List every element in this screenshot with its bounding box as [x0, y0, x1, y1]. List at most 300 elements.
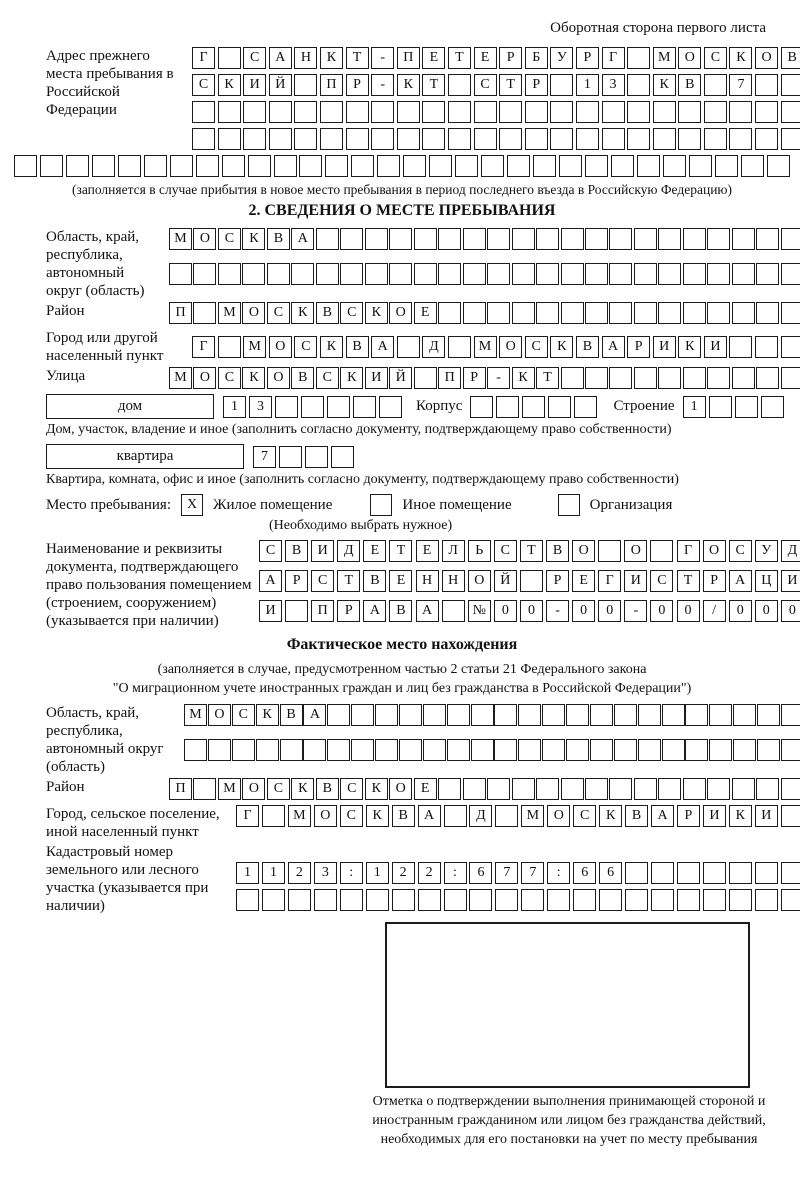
char-cell	[561, 367, 584, 389]
char-cell	[218, 47, 241, 69]
city-label: Город или другой населенный пункт	[46, 330, 164, 364]
char-cell: Т	[389, 540, 412, 562]
page-side-note: Оборотная сторона первого листа	[550, 20, 766, 36]
char-row	[470, 396, 597, 418]
char-row	[259, 600, 800, 622]
char-cell: У	[755, 540, 778, 562]
char-cell: К	[653, 74, 676, 96]
char-cell: С	[259, 540, 282, 562]
char-cell: №	[468, 600, 491, 622]
char-cell	[218, 263, 241, 285]
char-cell: А	[291, 228, 314, 250]
char-cell: М	[288, 805, 311, 827]
char-cell: К	[678, 336, 701, 358]
char-cell: С	[232, 704, 255, 726]
char-cell	[521, 889, 544, 911]
char-cell: О	[208, 704, 231, 726]
char-cell	[781, 101, 800, 123]
char-cell	[447, 704, 470, 726]
char-cell	[294, 74, 317, 96]
char-cell: М	[474, 336, 497, 358]
char-cell: 3	[249, 396, 272, 418]
char-cell: О	[468, 570, 491, 592]
char-cell	[371, 128, 394, 150]
char-cell	[294, 101, 317, 123]
char-cell	[732, 302, 755, 324]
char-cell	[627, 101, 650, 123]
char-cell	[683, 263, 706, 285]
char-cell	[637, 155, 660, 177]
stay-type-row	[46, 494, 790, 516]
char-cell	[729, 101, 752, 123]
char-cell	[715, 155, 738, 177]
char-cell: Р	[576, 47, 599, 69]
apartment-box-label: квартира	[46, 444, 244, 469]
char-cell	[192, 101, 215, 123]
char-cell: Г	[192, 336, 215, 358]
char-cell: Р	[703, 570, 726, 592]
char-cell: 7	[521, 862, 544, 884]
char-cell	[704, 128, 727, 150]
char-cell	[585, 155, 608, 177]
checkbox-organization	[558, 494, 580, 516]
char-cell	[316, 228, 339, 250]
char-cell	[634, 228, 657, 250]
char-cell	[494, 739, 517, 761]
char-cell	[781, 302, 800, 324]
char-cell	[218, 336, 241, 358]
char-cell	[651, 889, 674, 911]
char-cell: С	[340, 778, 363, 800]
char-cell: П	[311, 600, 334, 622]
field-actual-region	[46, 704, 790, 776]
char-cell	[118, 155, 141, 177]
char-cell: 1	[236, 862, 259, 884]
char-cell: В	[363, 570, 386, 592]
char-cell	[756, 263, 779, 285]
field-street	[46, 367, 790, 394]
char-cell: Е	[572, 570, 595, 592]
char-cell: А	[259, 570, 282, 592]
char-cell	[707, 263, 730, 285]
char-cell: К	[340, 367, 363, 389]
char-cell	[438, 228, 461, 250]
char-cell: 3	[602, 74, 625, 96]
char-cell	[294, 128, 317, 150]
house-box-label: дом	[46, 394, 214, 419]
char-cell	[193, 263, 216, 285]
char-cell	[707, 778, 730, 800]
actual-region-label: Область, край, республика, автономный округ (область)	[46, 705, 164, 775]
char-cell	[474, 101, 497, 123]
char-cell	[707, 302, 730, 324]
char-cell	[448, 336, 471, 358]
char-cell: Й	[389, 367, 412, 389]
char-cell	[732, 263, 755, 285]
char-cell	[389, 263, 412, 285]
char-cell: 7	[253, 446, 276, 468]
char-cell	[658, 778, 681, 800]
char-cell: К	[242, 228, 265, 250]
char-cell	[399, 704, 422, 726]
char-cell	[585, 367, 608, 389]
char-cell	[463, 263, 486, 285]
char-cell	[365, 263, 388, 285]
prev-address-note: (заполняется в случае прибытия в новое место пребывания в период последнего въезда в Российскую Федерацию)	[71, 182, 733, 197]
char-cell	[275, 396, 298, 418]
char-cell	[305, 446, 328, 468]
char-cell	[685, 739, 708, 761]
char-cell: :	[444, 862, 467, 884]
char-cell	[274, 155, 297, 177]
char-cell: В	[285, 540, 308, 562]
char-cell: К	[256, 704, 279, 726]
char-cell: 0	[598, 600, 621, 622]
char-cell	[346, 128, 369, 150]
char-cell: Й	[494, 570, 517, 592]
field-city	[46, 329, 790, 365]
char-cell: Б	[525, 47, 548, 69]
char-cell: 6	[599, 862, 622, 884]
char-cell	[470, 396, 493, 418]
char-cell	[193, 778, 216, 800]
char-cell	[574, 396, 597, 418]
char-cell: 0	[781, 600, 800, 622]
char-cell: К	[242, 367, 265, 389]
char-cell	[371, 101, 394, 123]
char-cell: 7	[495, 862, 518, 884]
char-cell: Г	[677, 540, 700, 562]
char-cell	[756, 302, 779, 324]
char-cell	[755, 74, 778, 96]
char-cell	[353, 396, 376, 418]
char-cell: О	[572, 540, 595, 562]
char-cell	[627, 74, 650, 96]
char-row	[192, 47, 800, 69]
char-cell	[262, 805, 285, 827]
char-cell	[757, 739, 780, 761]
char-cell: С	[192, 74, 215, 96]
char-cell	[614, 739, 637, 761]
char-cell: 0	[572, 600, 595, 622]
checkbox-other-premises	[370, 494, 392, 516]
char-cell	[627, 128, 650, 150]
char-cell	[576, 101, 599, 123]
char-cell	[375, 739, 398, 761]
char-cell	[781, 778, 800, 800]
confirmation-stamp-box	[385, 922, 750, 1088]
char-cell	[377, 155, 400, 177]
char-cell	[448, 101, 471, 123]
char-cell	[487, 778, 510, 800]
char-cell	[658, 302, 681, 324]
char-cell	[494, 704, 517, 726]
option-organization-label: Организация	[589, 496, 673, 513]
char-cell	[418, 889, 441, 911]
char-cell	[625, 889, 648, 911]
char-cell: Н	[442, 570, 465, 592]
region-label: Область, край, республика, автономный округ (область)	[46, 229, 145, 299]
char-cell: Г	[602, 47, 625, 69]
char-cell	[444, 805, 467, 827]
char-cell: В	[346, 336, 369, 358]
district-label: Район	[46, 303, 85, 319]
char-cell: 2	[418, 862, 441, 884]
char-cell: Л	[442, 540, 465, 562]
char-cell: Д	[469, 805, 492, 827]
char-cell	[651, 862, 674, 884]
char-cell: О	[755, 47, 778, 69]
char-cell	[301, 396, 324, 418]
char-cell: К	[512, 367, 535, 389]
char-cell: Т	[422, 74, 445, 96]
char-cell	[566, 739, 589, 761]
char-cell	[463, 302, 486, 324]
char-cell: Т	[536, 367, 559, 389]
char-cell	[471, 739, 494, 761]
house-row	[46, 394, 790, 419]
char-cell: 0	[755, 600, 778, 622]
char-cell	[218, 101, 241, 123]
char-cell	[397, 101, 420, 123]
char-cell	[243, 128, 266, 150]
char-cell: 6	[469, 862, 492, 884]
char-cell	[761, 396, 784, 418]
char-cell	[733, 704, 756, 726]
char-cell: И	[755, 805, 778, 827]
char-cell: В	[280, 704, 303, 726]
char-cell: :	[547, 862, 570, 884]
char-cell: И	[653, 336, 676, 358]
char-cell	[536, 228, 559, 250]
char-cell	[634, 778, 657, 800]
char-cell: О	[267, 367, 290, 389]
char-cell	[269, 101, 292, 123]
char-cell	[561, 263, 584, 285]
char-cell	[683, 778, 706, 800]
char-cell: В	[625, 805, 648, 827]
char-cell	[429, 155, 452, 177]
char-cell: Ь	[468, 540, 491, 562]
char-cell	[208, 739, 231, 761]
char-cell	[638, 739, 661, 761]
char-cell: П	[169, 302, 192, 324]
char-cell: Г	[192, 47, 215, 69]
char-cell: С	[573, 805, 596, 827]
char-cell	[222, 155, 245, 177]
char-cell: П	[397, 47, 420, 69]
char-cell	[611, 155, 634, 177]
char-cell	[547, 889, 570, 911]
actual-district-label: Район	[46, 779, 85, 795]
char-cell	[599, 889, 622, 911]
char-cell: 1	[683, 396, 706, 418]
char-cell	[299, 155, 322, 177]
char-cell: С	[311, 570, 334, 592]
char-cell	[585, 263, 608, 285]
stroenie-label: Строение	[613, 398, 675, 414]
char-cell: Т	[337, 570, 360, 592]
char-cell: О	[269, 336, 292, 358]
char-cell: Й	[269, 74, 292, 96]
char-cell: 1	[223, 396, 246, 418]
char-cell	[767, 155, 790, 177]
char-cell: В	[316, 302, 339, 324]
field-actual-district	[46, 778, 790, 805]
char-cell	[327, 739, 350, 761]
char-cell: О	[547, 805, 570, 827]
char-cell	[732, 778, 755, 800]
char-row	[184, 739, 800, 761]
char-cell: И	[703, 805, 726, 827]
char-cell: Р	[525, 74, 548, 96]
char-cell	[331, 446, 354, 468]
korpus-label: Корпус	[416, 398, 463, 414]
char-cell	[455, 155, 478, 177]
char-cell: Р	[463, 367, 486, 389]
char-cell: В	[392, 805, 415, 827]
char-cell: Т	[520, 540, 543, 562]
char-cell: Е	[422, 47, 445, 69]
char-cell	[536, 778, 559, 800]
char-cell	[403, 155, 426, 177]
char-cell: А	[651, 805, 674, 827]
char-cell: И	[704, 336, 727, 358]
char-cell	[638, 704, 661, 726]
char-cell	[144, 155, 167, 177]
char-cell	[677, 889, 700, 911]
char-cell	[678, 101, 701, 123]
char-cell	[375, 704, 398, 726]
char-cell	[733, 739, 756, 761]
char-cell	[463, 778, 486, 800]
actual-location-note-2: "О миграционном учете иностранных граждан и лиц без гражданства в Российской Федерации")	[112, 681, 692, 696]
field-district	[46, 302, 790, 329]
char-cell: Д	[781, 540, 800, 562]
char-cell: Т	[346, 47, 369, 69]
char-cell	[256, 739, 279, 761]
char-cell	[542, 704, 565, 726]
char-cell: С	[218, 228, 241, 250]
char-row	[259, 540, 800, 562]
char-cell	[756, 228, 779, 250]
field-prev-address	[46, 47, 797, 155]
char-cell	[325, 155, 348, 177]
char-cell: Е	[414, 302, 437, 324]
char-cell	[66, 155, 89, 177]
char-cell	[40, 155, 63, 177]
char-cell	[662, 704, 685, 726]
char-cell	[365, 228, 388, 250]
char-cell: О	[624, 540, 647, 562]
char-cell	[320, 128, 343, 150]
char-cell: К	[365, 302, 388, 324]
option-residential-label: Жилое помещение	[213, 496, 333, 513]
actual-location-title: Фактическое место нахождения	[286, 636, 518, 653]
char-cell	[512, 228, 535, 250]
char-cell	[340, 228, 363, 250]
char-cell: М	[653, 47, 676, 69]
char-cell: В	[546, 540, 569, 562]
char-cell: О	[389, 778, 412, 800]
char-cell: С	[494, 540, 517, 562]
char-cell: С	[474, 74, 497, 96]
char-cell: Е	[389, 570, 412, 592]
char-cell: Р	[499, 47, 522, 69]
char-cell	[757, 704, 780, 726]
char-cell	[573, 889, 596, 911]
char-cell	[423, 704, 446, 726]
char-cell	[755, 889, 778, 911]
char-cell	[709, 396, 732, 418]
char-cell	[729, 889, 752, 911]
char-cell	[279, 446, 302, 468]
stay-type-label: Место пребывания:	[46, 496, 171, 513]
char-cell	[755, 862, 778, 884]
char-cell	[481, 155, 504, 177]
char-cell	[781, 228, 800, 250]
char-cell	[625, 862, 648, 884]
char-cell: 2	[392, 862, 415, 884]
char-cell: Д	[422, 336, 445, 358]
char-cell: К	[320, 47, 343, 69]
char-cell	[487, 228, 510, 250]
char-row	[192, 336, 800, 358]
char-cell: О	[242, 302, 265, 324]
char-cell: М	[218, 778, 241, 800]
char-cell	[218, 128, 241, 150]
char-row	[14, 155, 790, 177]
char-cell	[512, 302, 535, 324]
char-cell	[14, 155, 37, 177]
char-cell: Е	[416, 540, 439, 562]
char-cell: И	[243, 74, 266, 96]
char-cell: В	[576, 336, 599, 358]
char-cell	[627, 47, 650, 69]
char-cell: К	[729, 47, 752, 69]
char-cell: С	[267, 302, 290, 324]
char-cell	[469, 889, 492, 911]
char-cell	[609, 778, 632, 800]
char-row	[192, 101, 800, 123]
char-cell: К	[291, 778, 314, 800]
char-cell: М	[169, 228, 192, 250]
char-cell	[781, 704, 800, 726]
char-cell	[184, 739, 207, 761]
char-cell: П	[320, 74, 343, 96]
field-actual-city	[46, 805, 790, 841]
char-cell: С	[340, 302, 363, 324]
char-cell	[703, 862, 726, 884]
char-cell: И	[365, 367, 388, 389]
cadastral-label: Кадастровый номер земельного или лесного участка (указывается при наличии)	[46, 844, 209, 914]
char-cell	[650, 540, 673, 562]
char-cell	[414, 263, 437, 285]
char-cell	[366, 889, 389, 911]
char-cell: Г	[236, 805, 259, 827]
char-cell	[495, 805, 518, 827]
char-cell: А	[729, 570, 752, 592]
char-cell	[248, 155, 271, 177]
char-cell	[634, 367, 657, 389]
char-cell	[703, 889, 726, 911]
field-region	[46, 228, 790, 300]
char-cell	[444, 889, 467, 911]
char-cell	[193, 302, 216, 324]
char-cell	[262, 889, 285, 911]
char-cell	[709, 704, 732, 726]
house-note: Дом, участок, владение и иное (заполнить согласно документу, подтверждающему право собственности)	[46, 422, 672, 437]
